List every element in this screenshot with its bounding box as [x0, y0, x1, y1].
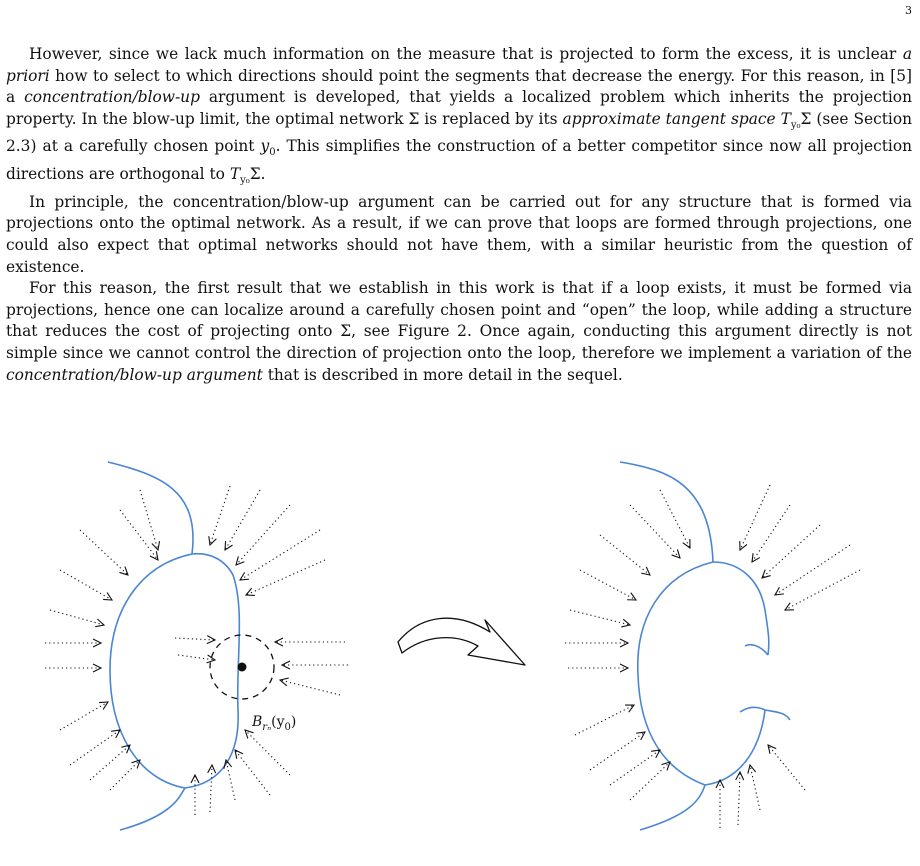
page-number: 3	[905, 4, 912, 17]
body-text	[6, 44, 912, 386]
left-top-branch	[108, 462, 193, 554]
figure-2	[0, 450, 920, 866]
paragraph-1-segment: Σ.	[249, 165, 266, 184]
paragraph-3	[6, 278, 912, 386]
right-upper-hook	[745, 645, 768, 655]
paragraph-1-segment: argument is developed, that yields a localized problem which inherits the projection property. In the blow-up limit, the optimal network Σ is replaced by its	[6, 88, 912, 128]
left-loop	[110, 554, 239, 788]
paragraph-3-segment: For this reason, the first result that we establish in this work is that if a loop exists, it must be formed via projections, hence one can localize around a carefully chosen point and “open” the loop, while adding a structure that reduces the cost of projecting onto Σ, see Figure 2. Once again, conducting this argument directly is not simple since we cannot control the direction of projection onto the loop, therefore we implement a variation of the	[6, 279, 912, 362]
figure-svg	[0, 450, 920, 866]
ball-label: $B_{r_n}(y_0)$	[252, 714, 297, 733]
paragraph-1-segment: y₀	[790, 119, 801, 131]
paragraph-2-segment: In principle, the concentration/blow-up argument can be carried out for any structure that is formed via projections onto the optimal network. As a result, if we can prove that loops are formed through projections, one could also expect that optimal networks should not have them, with a similar heuristic from the question of existence.	[6, 192, 912, 276]
paragraph-1-segment: how to select to which directions should point the segments that decrease the energy. For this reason, in [5] a	[6, 66, 912, 107]
left-projection-arrows	[45, 486, 348, 815]
right-open-loop	[638, 562, 765, 785]
left-bottom-branch	[120, 788, 185, 830]
paragraph-1-segment: Σ (see Section 2.3) at a carefully chosen point	[6, 109, 912, 156]
paragraph-3-segment: concentration/blow-up argument	[6, 365, 263, 384]
paragraph-3-segment: that is described in more detail in the sequel.	[262, 365, 623, 384]
paragraph-1-segment: However, since we lack much information on the measure that is projected to form the excess, it is unclear	[29, 45, 903, 63]
right-top-branch	[620, 462, 713, 562]
right-upper-arm	[713, 562, 769, 655]
paragraph-1-segment: concentration/blow-up	[24, 88, 200, 107]
point-y0	[238, 663, 247, 672]
paragraph-1-segment: T	[229, 165, 241, 184]
right-bottom-branch	[640, 785, 705, 830]
paragraph-1-segment: 0	[269, 147, 276, 159]
paragraph-1-segment: a priori	[6, 45, 912, 85]
paragraph-1	[6, 44, 912, 192]
transform-arrow	[398, 618, 525, 665]
paragraph-1-segment: approximate tangent space T	[562, 109, 791, 128]
paragraph-2	[6, 192, 912, 278]
paragraph-1-segment: y₀	[240, 175, 250, 187]
right-projection-arrows	[565, 485, 860, 828]
right-lower-hook	[765, 710, 790, 720]
right-lower-spur	[740, 707, 765, 712]
left-network	[108, 462, 239, 830]
paragraph-1-segment: y	[260, 137, 270, 156]
right-network	[620, 462, 790, 830]
paragraph-1-segment: . This simplifies the construction of a better competitor since now all projection directions are orthogonal to	[6, 137, 913, 184]
